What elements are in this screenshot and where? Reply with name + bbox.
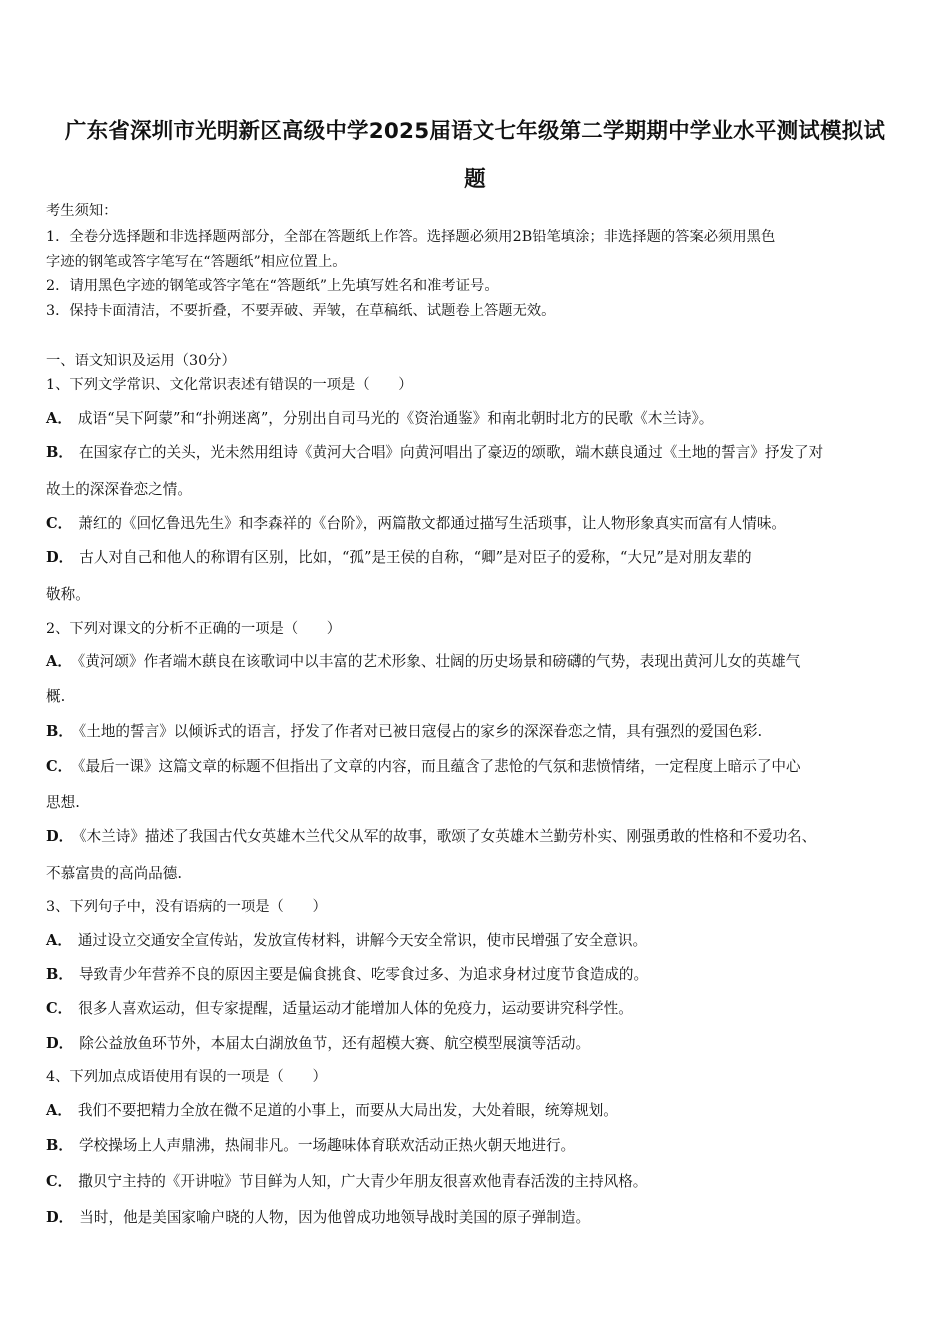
option-label: A． [46, 1102, 72, 1119]
option-text: 在国家存亡的关头，光未然用组诗《黄河大合唱》向黄河唱出了豪迈的颂歌，端木蕻良通过《土地的誓言》抒发了对 [78, 444, 824, 461]
option-d [46, 1035, 590, 1053]
option-label: D． [46, 1209, 74, 1226]
question-stem: 4、下列加点成语使用有误的一项是（ ） [46, 1069, 327, 1085]
option-label: D． [46, 828, 74, 845]
document-title-line-1: 广东省深圳市光明新区高级中学2025届语文七年级第二学期期中学业水平测试模拟试 [64, 119, 886, 144]
option-a [46, 932, 647, 950]
notice-line: 1．全卷分选择题和非选择题两部分，全部在答题纸上作答。选择题必须用2B铅笔填涂；非选择题的答案必须用黑色 [46, 229, 776, 245]
option-text: 当时，他是美国家喻户晓的人物，因为他曾成功地领导战时美国的原子弹制造。 [79, 1209, 591, 1226]
document-title-line-2: 题 [464, 167, 486, 192]
option-text: 萧红的《回忆鲁迅先生》和李森祥的《台阶》，两篇散文都通过描写生活琐事，让人物形象真实而富有人情味。 [78, 515, 787, 532]
notice-line: 3．保持卡面清洁，不要折叠，不要弄破、弄皱，在草稿纸、试题卷上答题无效。 [46, 303, 556, 319]
option-d [46, 549, 752, 567]
option-c [46, 515, 786, 533]
option-label: A． [46, 653, 72, 670]
option-text: 通过设立交通安全宣传站，发放宣传材料，讲解今天安全常识，使市民增强了安全意识。 [77, 932, 648, 949]
option-text-continued: 敬称。 [46, 586, 90, 603]
option-label: D． [46, 549, 74, 566]
option-label: C． [46, 515, 73, 532]
option-text: 《最后一课》这篇文章的标题不但指出了文章的内容，而且蕴含了悲怆的气氛和悲愤情绪，一定程度上暗示了中心 [78, 758, 801, 775]
option-text: 我们不要把精力全放在微不足道的小事上，而要从大局出发，大处着眼，统筹规划。 [77, 1102, 618, 1119]
option-label: B． [46, 1137, 73, 1154]
option-b [46, 966, 648, 984]
notice-line: 字迹的钢笔或答字笔写在“答题纸”相应位置上。 [46, 254, 347, 270]
option-text: 学校操场上人声鼎沸，热闹非凡。一场趣味体育联欢活动正热火朝天地进行。 [78, 1137, 576, 1154]
option-c [46, 758, 801, 776]
question-stem: 3、下列句子中，没有语病的一项是（ ） [46, 899, 327, 915]
option-label: A． [46, 932, 72, 949]
notice-heading: 考生须知： [46, 203, 118, 219]
option-text-continued: 不慕富贵的高尚品德. [46, 865, 182, 882]
option-text-continued: 概. [46, 688, 66, 705]
option-label: C． [46, 1000, 73, 1017]
option-label: D． [46, 1035, 74, 1052]
option-c [46, 1000, 633, 1018]
question-stem: 2、下列对课文的分析不正确的一项是（ ） [46, 621, 342, 637]
option-b [46, 444, 823, 462]
section-heading: 一、语文知识及运用（30分） [46, 353, 236, 369]
option-text: 古人对自己和他人的称谓有区别，比如，“孤”是王侯的自称，“卿”是对臣子的爱称，“大兄”是对朋友辈的 [79, 549, 752, 566]
option-label: B． [46, 966, 73, 983]
option-text: 《木兰诗》描述了我国古代女英雄木兰代父从军的故事，歌颂了女英雄木兰勤劳朴实、刚强勇敢的性格和不爱功名、 [79, 828, 817, 845]
option-label: B． [46, 444, 73, 461]
option-text: 很多人喜欢运动，但专家提醒，适量运动才能增加人体的免疫力，运动要讲究科学性。 [78, 1000, 633, 1017]
option-d [46, 828, 816, 846]
option-a [46, 1102, 618, 1120]
option-text: 《黄河颂》作者端木蕻良在该歌词中以丰富的艺术形象、壮阔的历史场景和磅礴的气势，表现出黄河儿女的英雄气 [77, 653, 801, 670]
option-d [46, 1209, 590, 1227]
option-text: 《土地的誓言》以倾诉式的语言，抒发了作者对已被日寇侵占的家乡的深深眷恋之情，具有强烈的爱国色彩. [78, 723, 763, 740]
option-c [46, 1173, 647, 1191]
question-stem: 1、下列文学常识、文化常识表述有错误的一项是（ ） [46, 377, 413, 393]
option-label: C． [46, 1173, 73, 1190]
option-b [46, 723, 762, 741]
option-label: B． [46, 723, 73, 740]
option-a [46, 410, 713, 428]
option-label: A． [46, 410, 72, 427]
option-b [46, 1137, 575, 1155]
notice-line: 2．请用黑色字迹的钢笔或答字笔在“答题纸”上先填写姓名和准考证号。 [46, 278, 499, 294]
option-text: 成语“吴下阿蒙”和“扑朔迷离”，分别出自司马光的《资治通鉴》和南北朝时北方的民歌《木兰诗》。 [77, 410, 714, 427]
option-text-continued: 思想. [46, 794, 80, 811]
option-text: 导致青少年营养不良的原因主要是偏食挑食、吃零食过多、为追求身材过度节食造成的。 [78, 966, 649, 983]
option-label: C． [46, 758, 73, 775]
option-text-continued: 故土的深深眷恋之情。 [46, 481, 192, 498]
option-a [46, 653, 800, 671]
option-text: 除公益放鱼环节外，本届太白湖放鱼节，还有超模大赛、航空模型展演等活动。 [79, 1035, 591, 1052]
option-text: 撒贝宁主持的《开讲啦》节目鲜为人知，广大青少年朋友很喜欢他青春活泼的主持风格。 [78, 1173, 648, 1190]
